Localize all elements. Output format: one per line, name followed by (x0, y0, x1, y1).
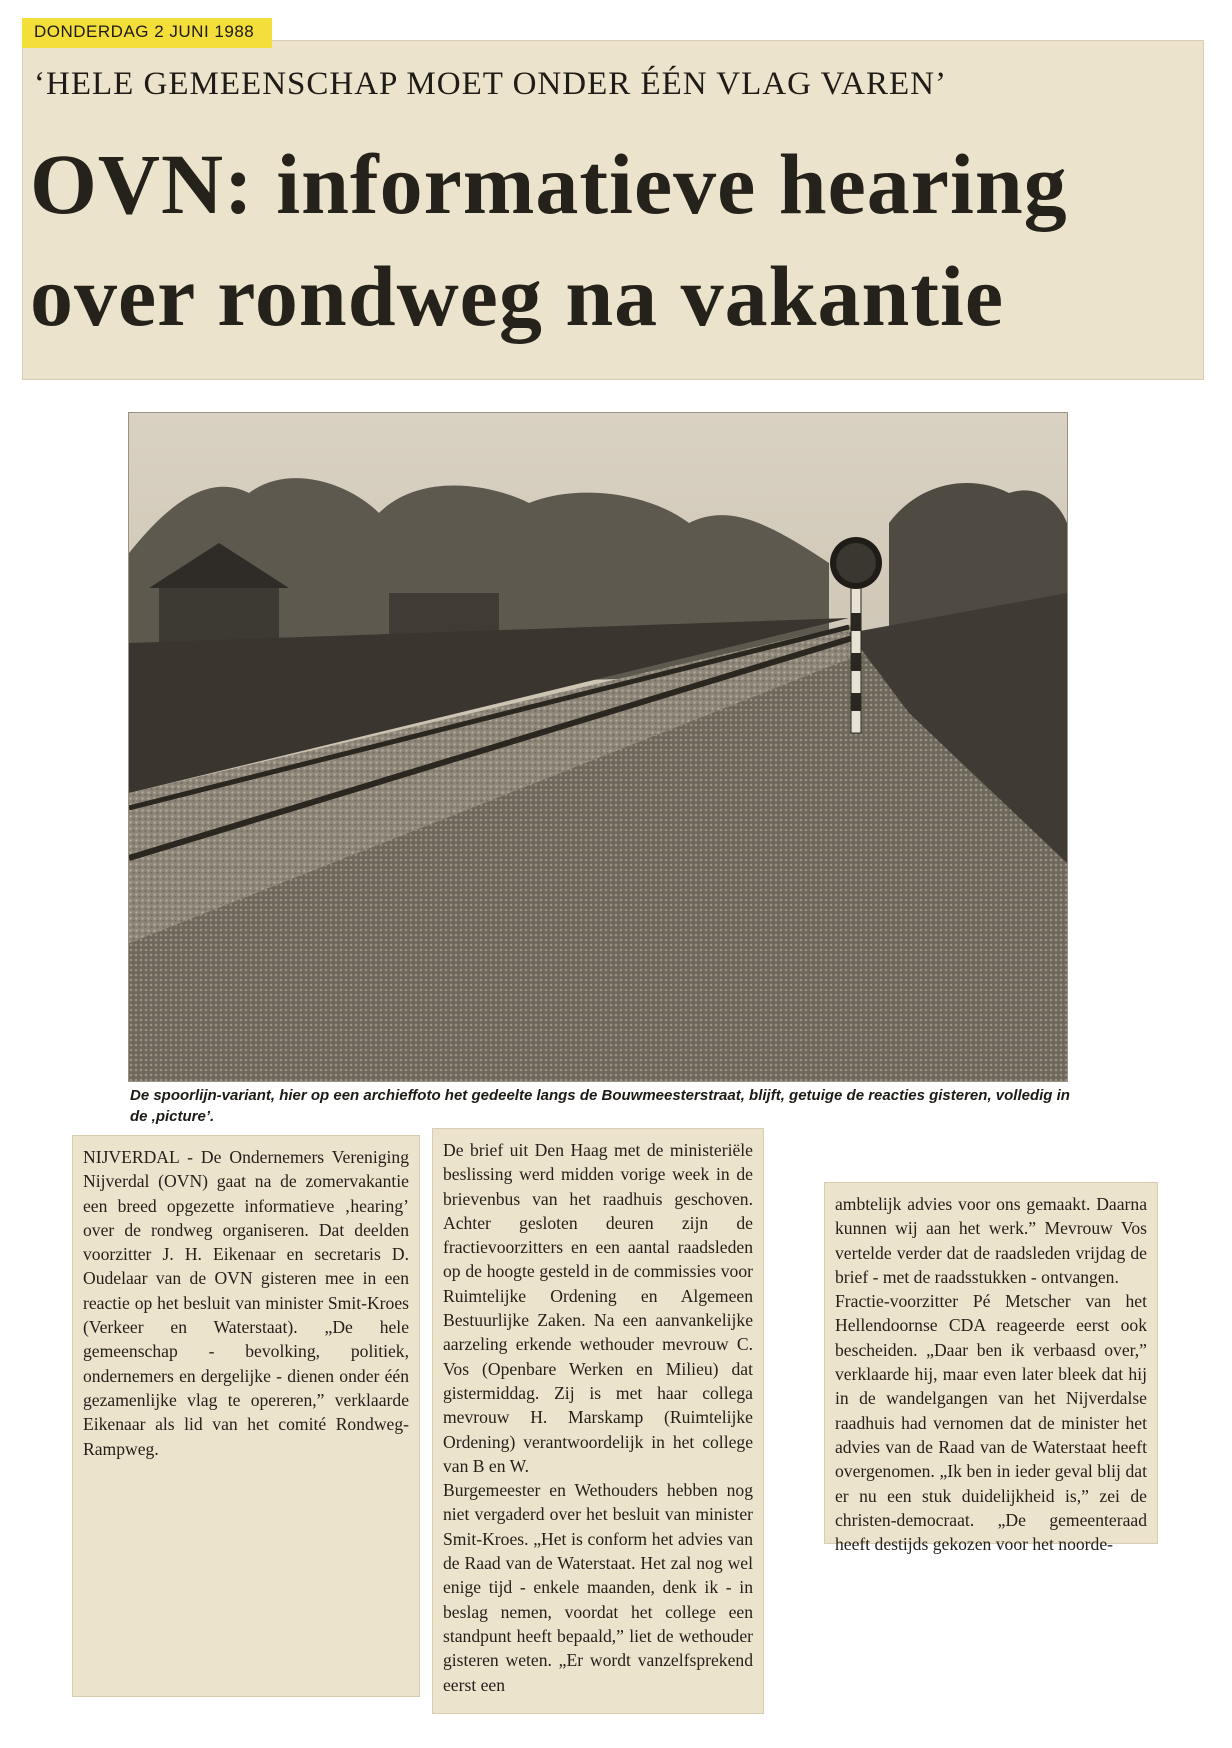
column-3-text: ambtelijk advies voor ons gemaakt. Daarna kunnen wij aan het werk.” Mevrouw Vos vertelde verder dat de raadsleden vrijdag de brief - met de raadsstukken - ontvangen. Fractie-voorzitter Pé Metscher van het Hellendoornse CDA reageerde eerst ook bescheiden. „Daar ben ik verbaasd over,” verklaarde hij, maar even later bleek dat hij in de wandelgangen van het Nijverdalse raadhuis had vernomen dat de minister het advies van de Raad van de Waterstaat heeft overgenomen. „Ik ben in ieder geval blij dat er nu een stuk duidelijkheid is,” zei de christen-democraat. „De gemeenteraad heeft destijds gekozen voor het noorde- (835, 1194, 1147, 1555)
main-headline-line-1: OVN: informatieve hearing (30, 136, 1068, 232)
archive-photo (128, 412, 1068, 1082)
article-column-1 (72, 1135, 420, 1697)
photo-caption: De spoorlijn-variant, hier op een archieffoto het gedeelte langs de Bouwmeesterstraat, blijft, getuige de reacties gisteren, volledig in de ‚picture’. (130, 1087, 1070, 1125)
railway-photo-illustration (129, 413, 1067, 1081)
main-headline-line-2: over rondweg na vakantie (30, 248, 1005, 344)
kicker-headline: ‘HELE GEMEENSCHAP MOET ONDER ÉÉN VLAG VAREN’ (34, 66, 947, 102)
publication-date: DONDERDAG 2 JUNI 1988 (34, 22, 255, 41)
article-column-2 (432, 1128, 764, 1714)
column-2-text: De brief uit Den Haag met de ministeriële beslissing werd midden vorige week in de brievenbus van het raadhuis geschoven. Achter gesloten deuren zijn de fractievoorzitters en een aantal raadsleden op de hoogte gesteld in de commissies voor Ruimtelijke Ordening en Algemeen Bestuurlijke Zaken. Na een aanvankelijke aarzeling erkende wethouder mevrouw C. Vos (Openbare Werken en Milieu) dat gistermiddag. Zij is met haar collega mevrouw H. Marskamp (Ruimtelijke Ordening) verantwoordelijk in het college van B en W. Burgemeester en Wethouders hebben nog niet vergaderd over het besluit van minister Smit-Kroes. „Het is conform het advies van de Raad van de Waterstaat. Het zal nog wel enige tijd - enkele maanden, denk ik - in beslag nemen, voordat het college een standpunt heeft bepaald,” liet de wethouder gisteren weten. „Er wordt vanzelfsprekend eerst een (443, 1140, 753, 1695)
article-column-3 (824, 1182, 1158, 1555)
column-1-text: NIJVERDAL - De Ondernemers Vereniging Nijverdal (OVN) gaat na de zomervakantie een breed opgezette informatieve ‚hearing’ over de rondweg organiseren. Dat deelden voorzitter J. H. Eikenaar en secretaris D. Oudelaar van de OVN gisteren mee in een reactie op het besluit van minister Smit-Kroes (Verkeer en Waterstaat). „De hele gemeenschap - bevolking, politiek, ondernemers en dergelijke - dienen onder één gezamenlijke vlag te opereren,” verklaarde Eikenaar als lid van het comité Rondweg-Rampweg. (83, 1147, 409, 1459)
